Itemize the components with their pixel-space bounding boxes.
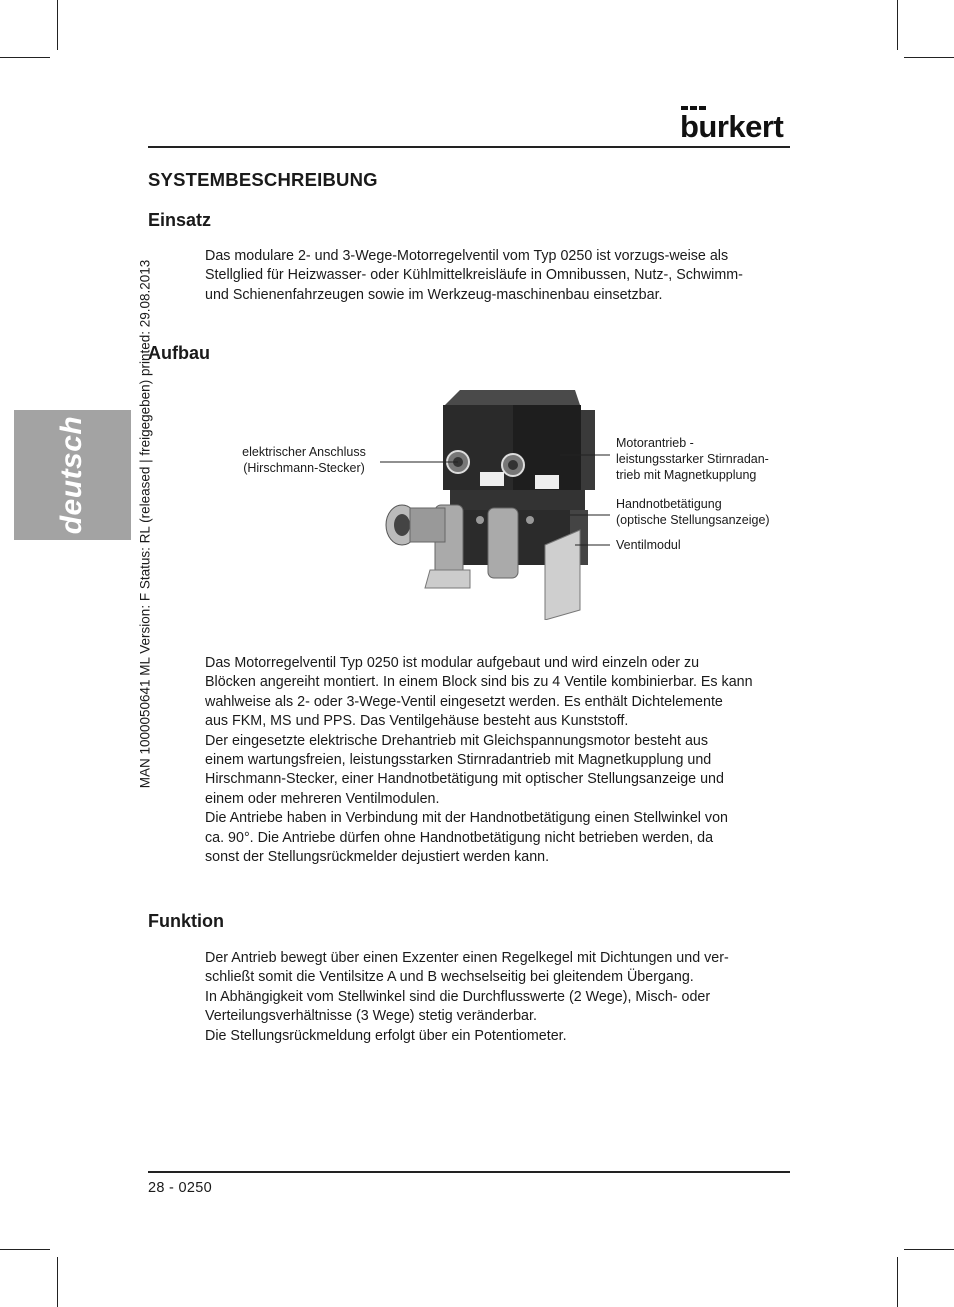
callout-valve-module [616, 537, 681, 553]
logo-wordmark: burkert [680, 109, 784, 140]
callout-line: (optische Stellungsanzeige) [616, 513, 770, 527]
crop-mark [904, 57, 954, 58]
text-line: und Schienenfahrzeugen sowie im Werkzeug-maschinenbau einsetzbar. [205, 286, 663, 303]
crop-mark [0, 1249, 50, 1250]
callout-manual-override [616, 496, 770, 528]
header-rule [148, 146, 790, 148]
callout-line: (Hirschmann-Stecker) [243, 461, 365, 475]
text-line: Verteilungsverhältnisse (3 Wege) stetig veränderbar. [205, 1008, 537, 1025]
callout-line: Ventilmodul [616, 538, 681, 552]
text-line: In Abhängigkeit vom Stellwinkel sind die Durchflusswerte (2 Wege), Misch- oder [205, 988, 711, 1005]
paragraph-aufbau [205, 654, 795, 867]
callout-line: trieb mit Magnetkupplung [616, 468, 757, 482]
text-line: ca. 90°. Die Antriebe dürfen ohne Handnotbetätigung nicht betrieben werden, da [205, 829, 714, 846]
callout-line: elektrischer Anschluss [242, 445, 366, 459]
text-line: einem wartungsfreien, leistungsstarken Stirnradantrieb mit Magnetkupplung und [205, 752, 712, 769]
heading-einsatz: Einsatz [148, 210, 212, 230]
text-line: schließt somit die Ventilsitze A und B wechselseitig bei gleitendem Übergang. [205, 969, 694, 986]
text-line: Hirschmann-Stecker, einer Handnotbetätigung mit optischer Stellungsanzeige und [205, 771, 724, 788]
text-line: Das Motorregelventil Typ 0250 ist modular aufgebaut und wird einzeln oder zu [205, 655, 700, 671]
callout-line: leistungsstarker Stirnradan- [616, 452, 769, 466]
page-number: 28 - 0250 [148, 1180, 212, 1196]
crop-mark [904, 1249, 954, 1250]
paragraph-funktion [205, 949, 795, 1046]
valve-figure [230, 380, 800, 620]
paragraph-einsatz [205, 247, 795, 305]
callout-motor-drive [616, 435, 769, 483]
crop-mark [57, 0, 58, 50]
crop-mark [0, 57, 50, 58]
print-status-text: MAN 1000050641 ML Version: F Status: RL (released | freigegeben) printed: 29.08.2013 [137, 259, 153, 789]
text-line: Die Antriebe haben in Verbindung mit der Handnotbetätigung einen Stellwinkel von [205, 810, 728, 827]
text-line: Der eingesetzte elektrische Drehantrieb mit Gleichspannungsmotor besteht aus [205, 732, 709, 749]
language-tab-label: deutsch [55, 415, 88, 535]
text-line: aus FKM, MS und PPS. Das Ventilgehäuse besteht aus Kunststoff. [205, 713, 629, 730]
footer-rule [148, 1171, 790, 1173]
crop-mark [897, 1257, 898, 1307]
callout-line: Motorantrieb - [616, 436, 694, 450]
heading-aufbau: Aufbau [148, 343, 210, 363]
text-line: Blöcken angereiht montiert. In einem Block sind bis zu 4 Ventile kombinierbar. Es kann [205, 674, 753, 691]
text-line: wahlweise als 2- oder 3-Wege-Ventil eingesetzt werden. Es enthält Dichtelemente [205, 693, 723, 710]
callout-electrical-connection [235, 444, 373, 476]
heading-funktion: Funktion [148, 911, 224, 931]
text-line: sonst der Stellungsrückmelder dejustiert werden kann. [205, 849, 550, 866]
crop-mark [897, 0, 898, 50]
text-line: Das modulare 2- und 3-Wege-Motorregelventil vom Typ 0250 ist vorzugs-weise als [205, 248, 729, 264]
text-line: Stellglied für Heizwasser- oder Kühlmittelkreisläufe in Omnibussen, Nutz-, Schwimm- [205, 267, 743, 284]
text-line: Der Antrieb bewegt über einen Exzenter einen Regelkegel mit Dichtungen und ver- [205, 950, 729, 966]
section-title: SYSTEMBESCHREIBUNG [148, 169, 378, 190]
text-line: einem oder mehreren Ventilmodulen. [205, 790, 440, 807]
text-line: Die Stellungsrückmeldung erfolgt über ein Potentiometer. [205, 1027, 567, 1044]
burkert-logo [680, 106, 790, 140]
crop-mark [57, 1257, 58, 1307]
callout-line: Handnotbetätigung [616, 497, 722, 511]
